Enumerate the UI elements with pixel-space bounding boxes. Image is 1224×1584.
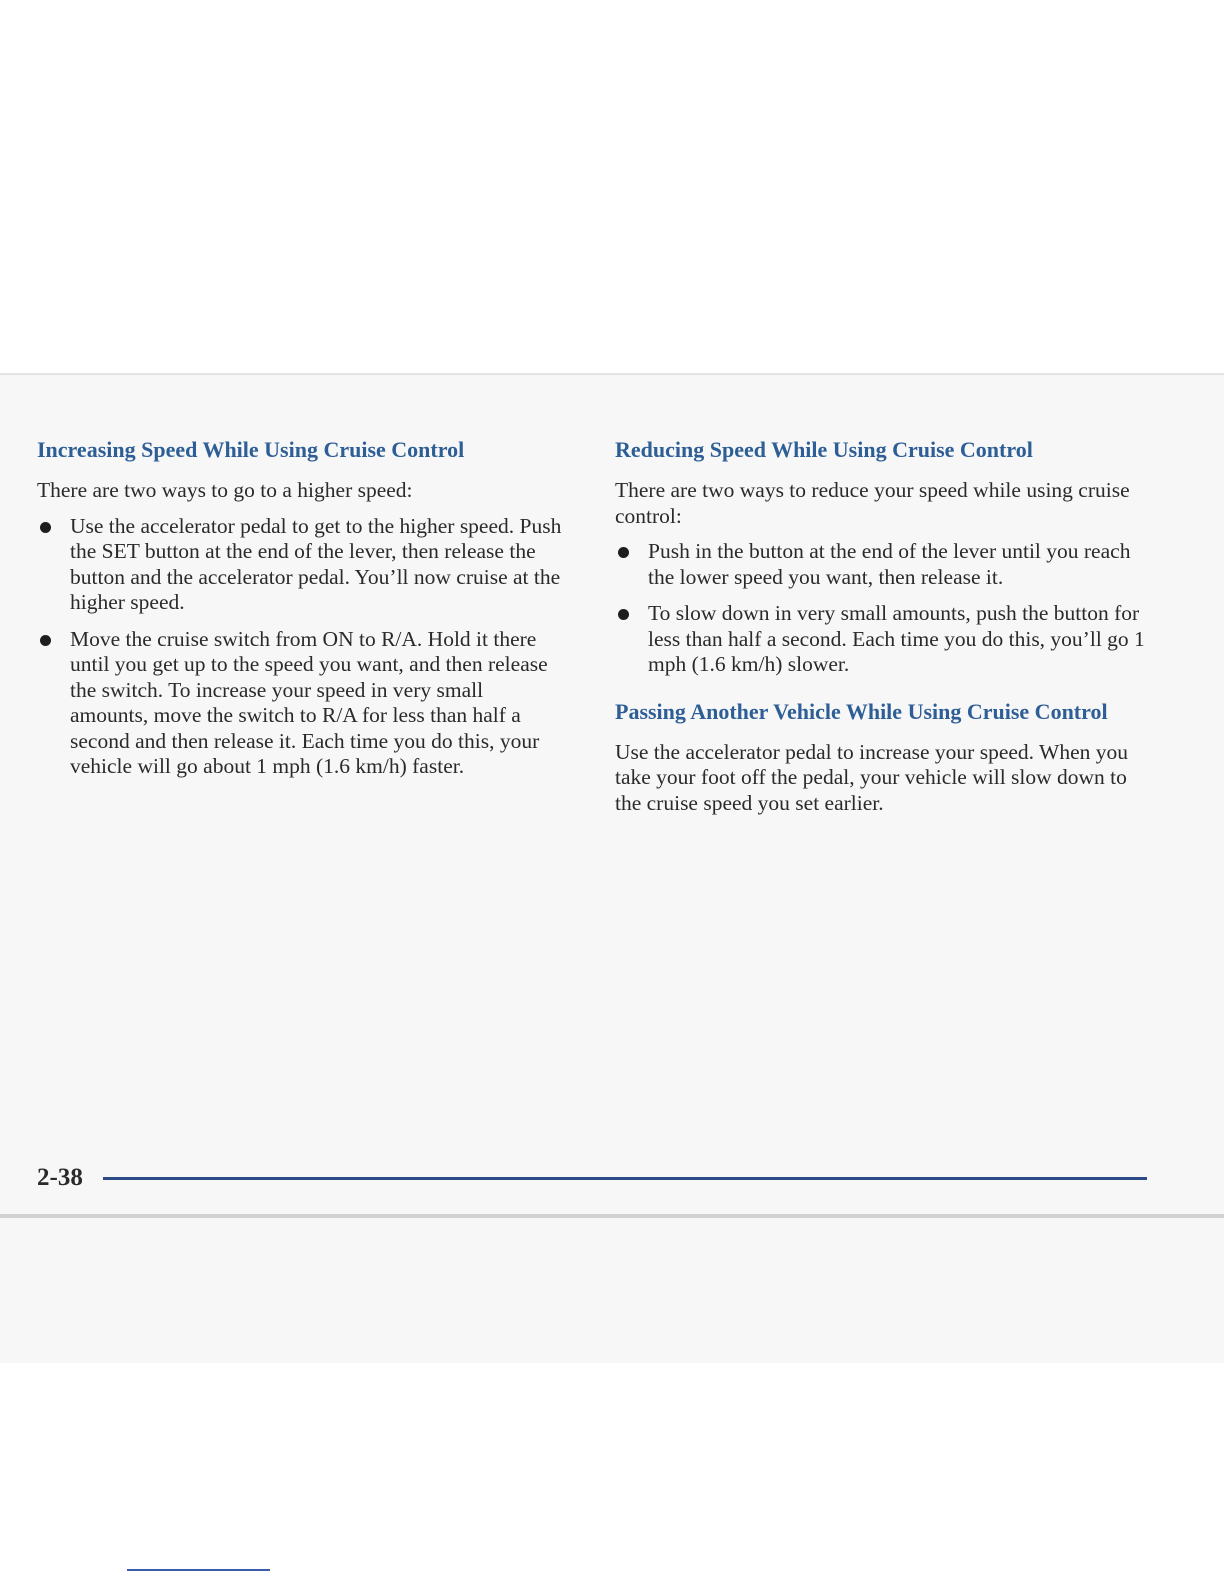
bullet-icon — [618, 609, 629, 620]
list-item-text: Push in the button at the end of the lever until you reach the lower speed you want, then release it. — [648, 539, 1131, 589]
right-column — [615, 436, 1145, 826]
list-item-text: Move the cruise switch from ON to R/A. Hold it there until you get up to the speed you want, and then release the switch. To increase your speed in very small amounts, move the switch to R/A for less than half a second and then release it. Each time you do this, your vehicle will go about 1 mph (1.6 km/h) faster. — [70, 626, 548, 778]
bullet-icon — [618, 547, 629, 558]
list-item — [37, 514, 562, 616]
page-number: 2-38 — [37, 1164, 83, 1191]
list-item-text: To slow down in very small amounts, push the button for less than half a second. Each time you do this, you’ll go 1 mph (1.6 km/h) slower. — [648, 601, 1145, 676]
left-column — [37, 436, 562, 791]
bullet-icon — [40, 635, 51, 646]
list-item — [615, 601, 1145, 678]
section-heading-increasing-speed: Increasing Speed While Using Cruise Control — [37, 437, 465, 462]
footer-rule — [103, 1177, 1147, 1180]
bullet-icon — [40, 522, 51, 533]
list-item-text: Use the accelerator pedal to get to the higher speed. Push the SET button at the end of the lever, then release the button and the accelerator pedal. You’ll now cruise at the higher speed. — [70, 513, 562, 614]
page-edge — [0, 1214, 1224, 1218]
section-heading-reducing-speed: Reducing Speed While Using Cruise Control — [615, 437, 1033, 462]
bullet-list — [615, 539, 1145, 678]
passing-text: Use the accelerator pedal to increase your speed. When you take your foot off the pedal, your vehicle will slow down to the cruise speed you set earlier. — [615, 739, 1128, 815]
intro-text: There are two ways to reduce your speed while using cruise control: — [615, 478, 1130, 528]
bullet-list — [37, 514, 562, 780]
section-heading-passing: Passing Another Vehicle While Using Cruise Control — [615, 698, 1108, 724]
intro-text: There are two ways to go to a higher speed: — [37, 478, 413, 502]
list-item — [615, 539, 1145, 590]
list-item — [37, 627, 562, 780]
bottom-rule — [127, 1569, 270, 1571]
page-footer — [37, 1160, 1147, 1196]
